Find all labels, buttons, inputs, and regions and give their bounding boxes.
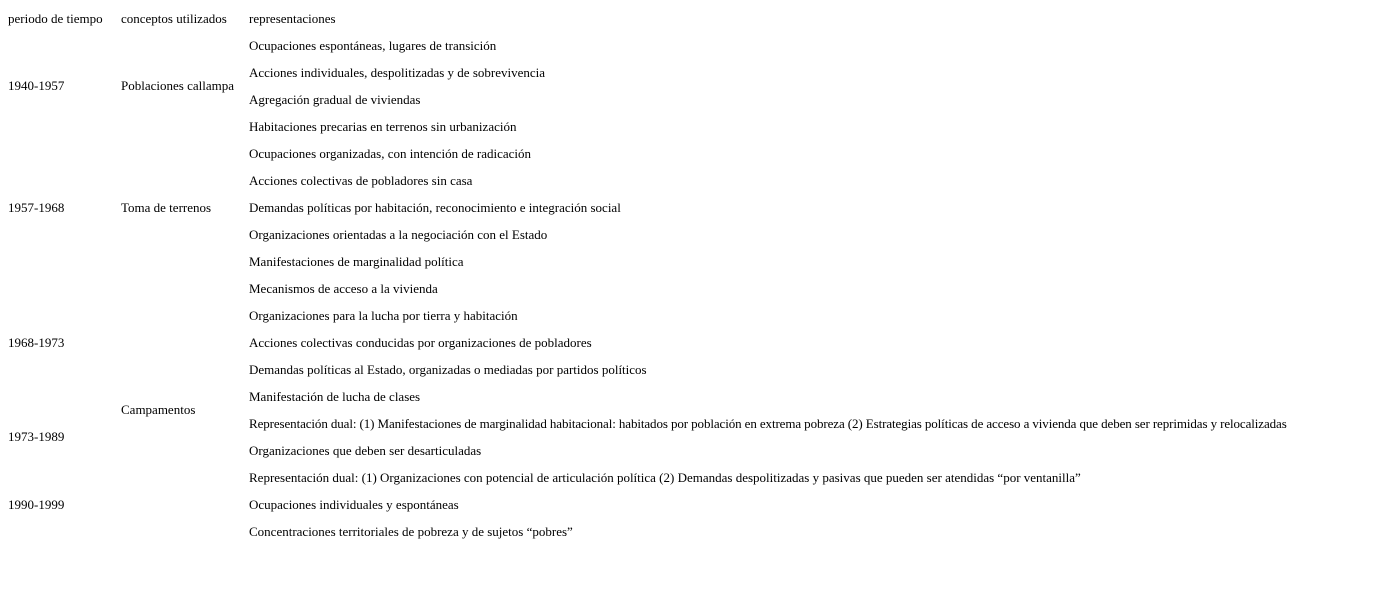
period-cell: 1973-1989 (8, 429, 65, 444)
concept-cell: Toma de terrenos (121, 200, 212, 215)
representation-cell: Demandas políticas al Estado, organizadas o mediadas por partidos políticos (249, 362, 647, 377)
period-cell: 1968-1973 (8, 335, 65, 350)
representation-cell: Manifestación de lucha de clases (249, 389, 421, 404)
representation-cell: Acciones colectivas de pobladores sin casa (249, 173, 473, 188)
concept-cell: Campamentos (121, 402, 196, 417)
representation-cell: Habitaciones precarias en terrenos sin urbanización (249, 119, 517, 134)
representation-cell: Representación dual: (1) Manifestaciones de marginalidad habitacional: habitados por población en extrema pobreza (2) Estrategias políticas de acceso a vivienda que deben ser reprimidas y relocalizadas (249, 416, 1287, 431)
representation-cell: Ocupaciones organizadas, con intención de radicación (249, 146, 532, 161)
representation-cell: Acciones colectivas conducidas por organizaciones de pobladores (249, 335, 592, 350)
header-concept: conceptos utilizados (121, 11, 227, 26)
representation-cell: Organizaciones que deben ser desarticuladas (249, 443, 482, 458)
period-cell: 1990-1999 (8, 497, 65, 512)
representation-cell: Mecanismos de acceso a la vivienda (249, 281, 438, 296)
representation-cell: Ocupaciones espontáneas, lugares de transición (249, 38, 497, 53)
period-cell: 1957-1968 (8, 200, 65, 215)
representation-cell: Ocupaciones individuales y espontáneas (249, 497, 459, 512)
representation-cell: Acciones individuales, despolitizadas y de sobrevivencia (249, 65, 546, 80)
representation-cell: Organizaciones orientadas a la negociación con el Estado (249, 227, 548, 242)
representation-cell: Agregación gradual de viviendas (249, 92, 421, 107)
header-representation: representaciones (249, 11, 336, 26)
representation-cell: Representación dual: (1) Organizaciones con potencial de articulación política (2) Demandas despolitizadas y pasivas que pueden ser atendidas “por ventanilla” (249, 470, 1081, 485)
representation-cell: Demandas políticas por habitación, reconocimiento e integración social (249, 200, 621, 215)
representation-cell: Concentraciones territoriales de pobreza y de sujetos “pobres” (249, 524, 573, 539)
concept-cell: Poblaciones callampa (121, 78, 234, 93)
header-period: periodo de tiempo (8, 11, 103, 26)
representation-cell: Organizaciones para la lucha por tierra y habitación (249, 308, 518, 323)
period-cell: 1940-1957 (8, 78, 65, 93)
representation-cell: Manifestaciones de marginalidad política (249, 254, 464, 269)
